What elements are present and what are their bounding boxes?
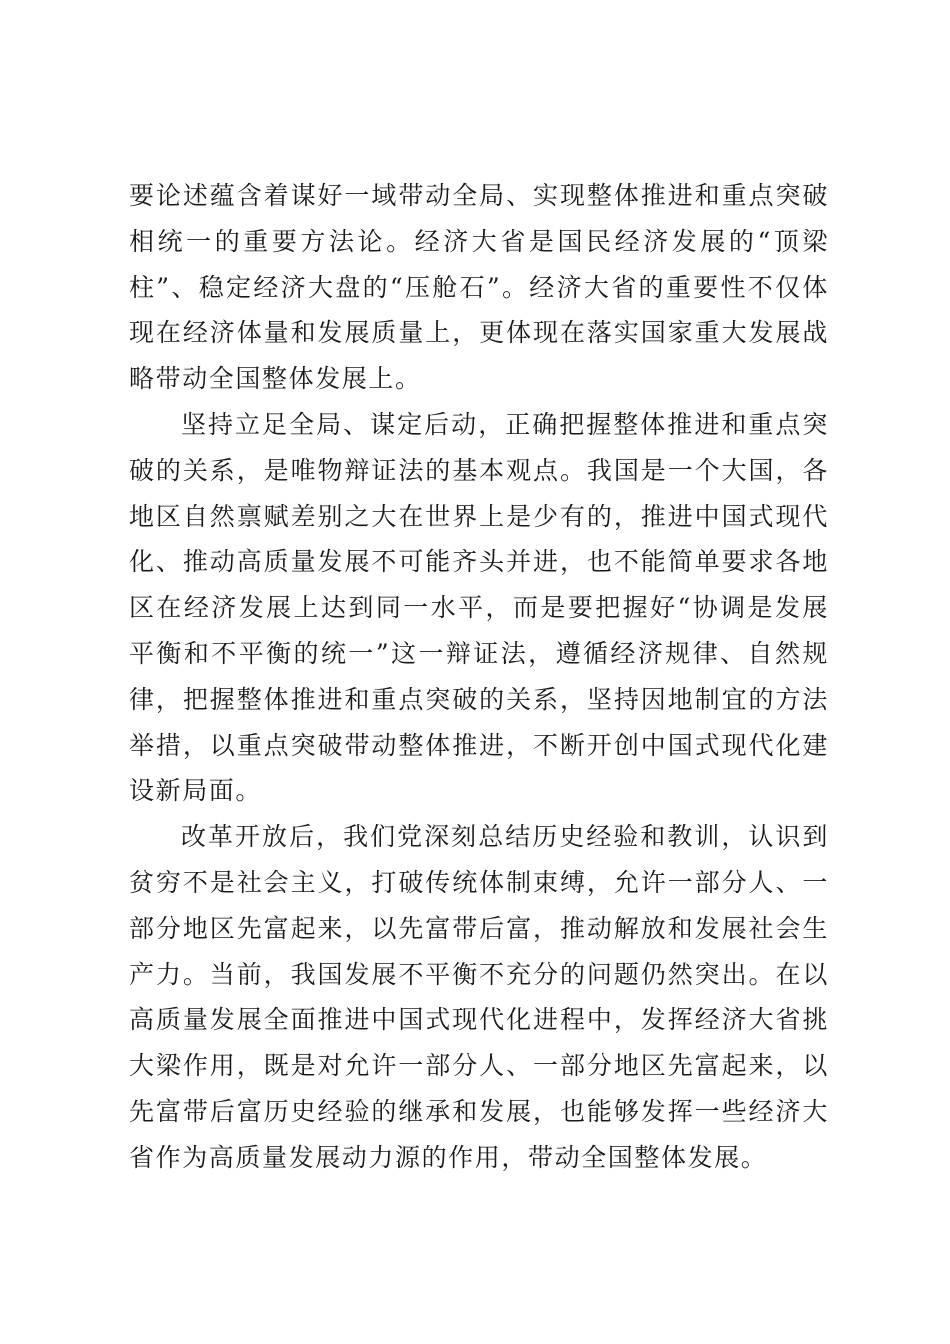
paragraph-continued: 要论述蕴含着谋好一域带动全局、实现整体推进和重点突破相统一的重要方法论。经济大省是国民经济发展的“顶梁柱”、稳定经济大盘的“压舱石”。经济大省的重要性不仅体现在经济体量和发展质量上，更体现在落实国家重大发展战略带动全国整体发展上。: [129, 181, 829, 394]
document-body: [129, 173, 829, 1181]
paragraph: 改革开放后，我们党深刻总结历史经验和教训，认识到贫穷不是社会主义，打破传统体制束缚，允许一部分人、一部分地区先富起来，以先富带后富，推动解放和发展社会生产力。当前，我国发展不平衡不充分的问题仍然突出。在以高质量发展全面推进中国式现代化进程中，发挥经济大省挑大梁作用，既是对允许一部分人、一部分地区先富起来，以先富带后富历史经验的继承和发展，也能够发挥一些经济大省作为高质量发展动力源的作用，带动全国整体发展。: [129, 822, 829, 1172]
paragraph: 坚持立足全局、谋定后动，正确把握整体推进和重点突破的关系，是唯物辩证法的基本观点。我国是一个大国，各地区自然禀赋差别之大在世界上是少有的，推进中国式现代化、推动高质量发展不可能齐头并进，也不能简单要求各地区在经济发展上达到同一水平，而是要把握好“协调是发展平衡和不平衡的统一”这一辩证法，遵循经济规律、自然规律，把握整体推进和重点突破的关系，坚持因地制宜的方法举措，以重点突破带动整体推进，不断开创中国式现代化建设新局面。: [129, 409, 829, 806]
